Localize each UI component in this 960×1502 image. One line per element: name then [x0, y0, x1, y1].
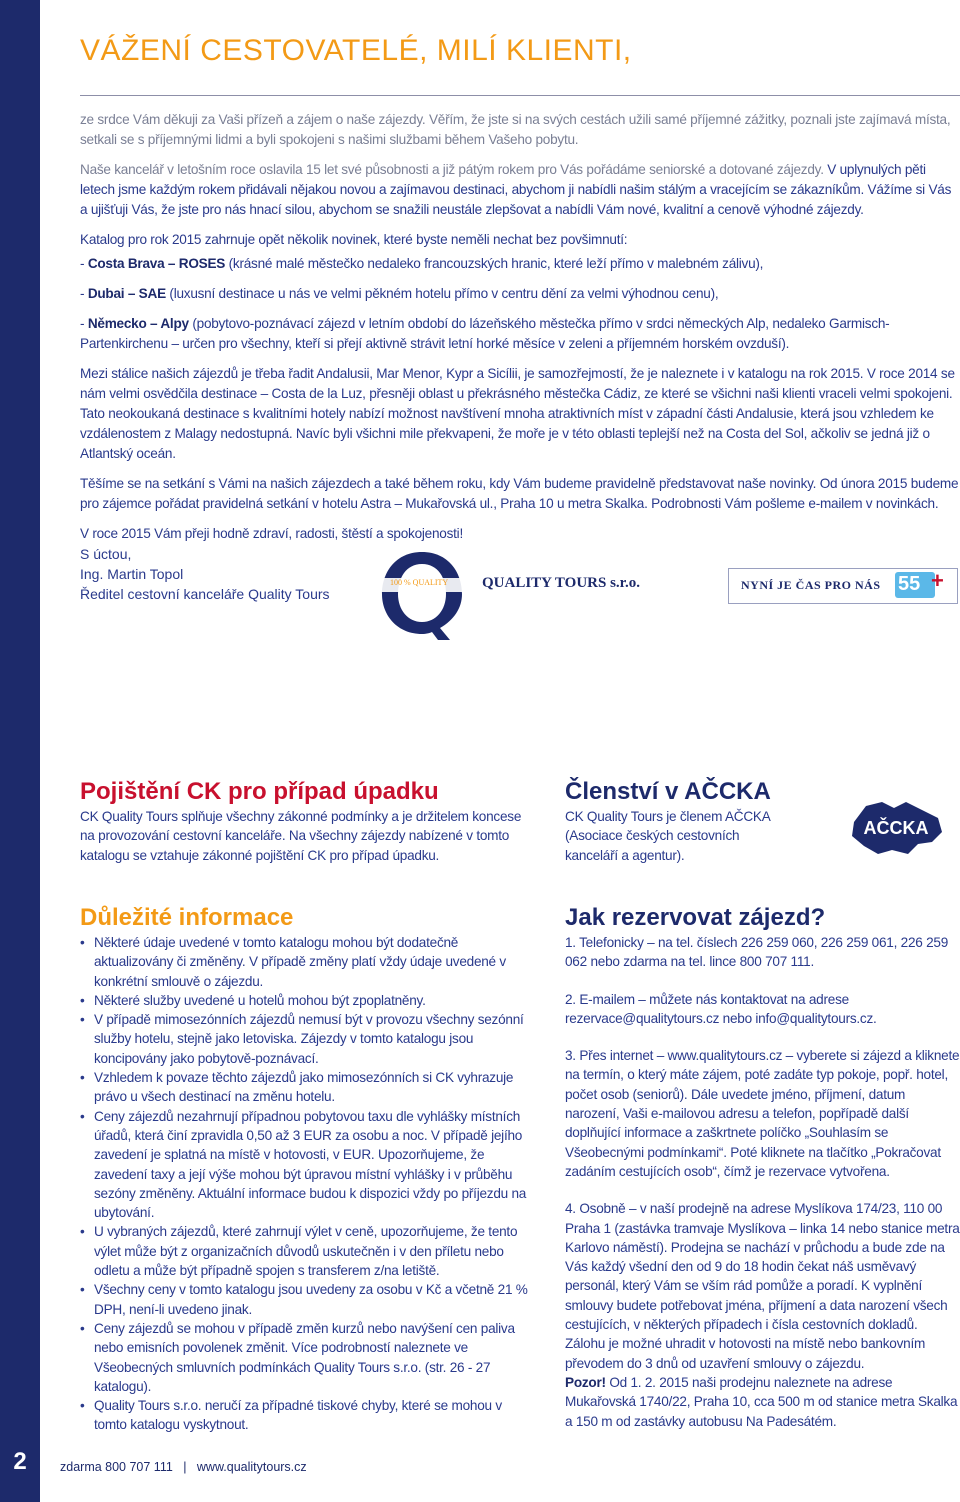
list-item: • Vzhledem k povaze těchto zájezdů jako mimosezónních si CK vyhrazuje právo u všech destinací na změnu hotelu.: [80, 1068, 535, 1107]
footer-contact: zdarma 800 707 111 | www.qualitytours.cz: [60, 1460, 307, 1474]
badge-number: 55: [898, 573, 921, 595]
intro-paragraph-3: Katalog pro rok 2015 zahrnuje opět několik novinek, které byste neměli nechat bez povšimnutí:: [80, 232, 628, 247]
dash: -: [80, 256, 88, 271]
intro-paragraph-4: Mezi stálice našich zájezdů je třeba řadit Andalusii, Mar Menor, Kypr a Sicílii, je samozřejmostí, že je naleznete i v katalogu na rok 2015. V roce 2014 se nám velmi osvědčila destinace – Costa de la Luz, přesněji oblast u překrásného městečka Cádiz, ze které se všichni naši klienti vraceli velmi spokojeni. Tato neokoukaná destinace s kvalitními hotely nabízí možnost navštívení mnoha atraktivních míst v západní části Andalusie, která jsou vzhledem ke vzdálenostem z Malagy nedostupná. Navíc byli všichni mile překvapeni, že moře je v této oblasti teplejší než na Costa del Sol, ačkoliv se jedná již o Atlantský oceán.: [80, 366, 955, 461]
badge-text: NYNÍ JE ČAS PRO NÁS: [741, 578, 881, 592]
page-number: 2: [13, 1448, 27, 1475]
page-title: VÁŽENÍ CESTOVATELÉ, MILÍ KLIENTI,: [80, 34, 632, 67]
list-item: [80, 254, 960, 274]
reserve-title: Jak rezervovat zájezd?: [565, 904, 826, 931]
important-list-wrap: [80, 933, 535, 1435]
insurance-title: Pojištění CK pro případ úpadku: [80, 778, 439, 805]
destination-text: (luxusní destinace u nás ve velmi pěkném hotelu přímo v centru dění za velmi výhodnou cenu),: [165, 286, 719, 301]
title-divider: [80, 95, 960, 96]
destination-name: Dubai – SAE: [87, 286, 166, 301]
list-item: • Některé údaje uvedené v tomto katalogu mohou být dodatečně aktualizovány či změněny. V případě změny platí vždy údaje uvedené v konkrétní smlouvě o zájezdu.: [80, 933, 535, 991]
reserve-notice: [565, 1373, 960, 1431]
list-item: • Quality Tours s.r.o. neručí za případné tiskové chyby, které se mohou v tomto katalogu vyskytnout.: [80, 1396, 535, 1435]
novelty-list: [80, 254, 960, 354]
intro-paragraph-1: [80, 110, 960, 150]
reserve-step-internet: 3. Přes internet – www.qualitytours.cz – vyberete si zájezd a kliknete na termín, o který máte zájem, poté zadáte typ pokoje, popř. hotel, počet osob (seniorů). Dále uvedete jméno, příjmení, datum narození, Vaši e-mailovou adresu a telefon, popřípadě další doplňující informace a zaškrtnete políčko „Souhlasím se Všeobecnými podmínkami“. Poté kliknete na tlačítko „Pokračovat zadáním cestujících osob“, čímž je rezervace vytvořena.: [565, 1048, 960, 1179]
sidebar-strip: [0, 0, 40, 1502]
intro-text: V uplynulých pěti letech jsme každým rokem přidávali nějakou novou a zajímavou destinaci, abychom ji nabídli našim stálým a vracejícím se zákazníkům.: [80, 162, 926, 197]
list-item: • U vybraných zájezdů, které zahrnují výlet v ceně, upozorňujeme, že tento výlet může být z organizačních důvodů uskutečněn i v den příletu nebo odletu a může být případně spojen s transferem z/na letiště.: [80, 1222, 535, 1280]
list-item: • Ceny zájezdů se mohou v případě změn kurzů nebo navýšení cen paliva nebo emisních povolenek změnit. Více podrobností naleznete ve Všeobecných smluvních podmínkách Quality Tours s.r.o. (str. 26 - 27 katalogu).: [80, 1319, 535, 1396]
list-item: • Některé služby uvedené u hotelů mohou být zpoplatněny.: [80, 991, 535, 1010]
list-item: • V případě mimosezónních zájezdů nemusí být v provozu všechny sezónní služby hotelu, stejně jako letoviska. Zájezdy v tomto katalogu jsou koncipovány jako pobytově-poznávací.: [80, 1010, 535, 1068]
signature-role: Ředitel cestovní kanceláře Quality Tours: [80, 586, 330, 602]
badge-55-icon: [895, 568, 949, 598]
pozor-text: Od 1. 2. 2015 naši prodejnu naleznete na adrese Mukařovská 1740/22, Praha 10, cca 500 m od stanice metra Skalka a 150 m od zastávky autobusu Na Padesátém.: [565, 1374, 958, 1429]
logo-ring-text: 100 % QUALITY: [390, 578, 449, 587]
membership-text: CK Quality Tours je členem AČCKA (Asociace českých cestovních kanceláří a agentur).: [565, 809, 770, 863]
accka-logo: [848, 796, 944, 860]
quality-q-icon: [376, 548, 468, 640]
signature-name: Ing. Martin Topol: [80, 566, 184, 582]
pozor-label: Pozor!: [565, 1374, 606, 1390]
destination-name: Costa Brava – ROSES: [87, 256, 226, 271]
intro-text: ze srdce Vám děkuji za Vaši přízeň a zájem o naše zájezdy.: [80, 112, 429, 127]
intro-text: Naše kancelář v letošním roce oslavila 15 let své působnosti a již pátým rokem pro Vás pořádáme seniorské a dotované zájezdy.: [80, 162, 828, 177]
list-item: • Ceny zájezdů nezahrnují případnou pobytovou taxu dle vyhlášky místních úřadů, která činí zpravidla 0,50 až 3 EUR za osobu a noc. V případě jejího zavedení je splatná na místě v hotovosti, v EUR. Upozorňujeme, že zavedení taxy a její výše mohou být úpravou místní vyhlášky i v průběhu sezóny změněny. Aktuální informace budou k dispozici vždy po příjezdu na ubytování.: [80, 1107, 535, 1223]
intro-paragraph-2: [80, 160, 960, 220]
quality-tours-logo: [376, 548, 676, 638]
intro-letter: [80, 110, 960, 554]
membership-title: Členství v AČCKA: [565, 778, 771, 805]
destination-text: (pobytovo-poznávací zájezd v letním období do lázeňského městečka přímo v srdci německých Alp, nedaleko Garmisch-Partenkirchenu – určen pro všechny, kteří si přejí aktivně strávit letní horké měsíce v zeleni a příjemném horském ovzduší).: [80, 316, 890, 351]
important-title: Důležité informace: [80, 904, 294, 931]
list-item: [80, 284, 960, 304]
reserve-step-phone: 1. Telefonicky – na tel. číslech 226 259 060, 226 259 061, 226 259 062 nebo zdarma na tel. lince 800 707 111.: [565, 935, 949, 970]
accka-logo-text: AČCKA: [863, 818, 929, 838]
intro-paragraph-5: Těšíme se na setkání s Vámi na našich zájezdech a také během roku, kdy Vám budeme pravidelně představovat naše novinky. Od února 2015 budeme pro zájemce pořádat pravidelná setkání v hotelu Astra – Mukařovská ul., Praha 10 u metra Skalka. Podrobnosti Vám pošleme e-mailem v novinkách.: [80, 476, 959, 511]
list-item: [80, 314, 960, 354]
intro-paragraph-6: V roce 2015 Vám přeji hodně zdraví, radosti, štěstí a spokojenosti!: [80, 526, 463, 541]
destination-name: Německo – Alpy: [87, 316, 189, 331]
intro-text: Věřím, že jste si na svých cestách užili samé příjemné zážitky, poznali jste zajímavá místa, setkali se s příjemnými lidmi a byli spokojeni s našimi službami během Vašeho pobytu.: [80, 112, 951, 147]
senior-badge: [728, 568, 958, 604]
dash: -: [80, 316, 88, 331]
reserve-step-in-person: 4. Osobně – v naší prodejně na adrese Myslíkova 174/23, 110 00 Praha 1 (zastávka tramvaje Myslíkova – linka 14 nebo stanice metra Karlovo náměstí). Prodejna se nachází v průchodu a bude zde na Vás každý všední den od 9 do 18 hodin čekat náš usměvavý personál, který Vám se vším rád pomůže a poradí. K vyplnění smlouvy budete potřebovat jména, příjmení a data narození všech cestujících, v některých případech i čísla cestovních dokladů. Zálohu je možné uhradit v hotovosti na místě nebo bankovním převodem do 3 dnů od uzavření smlouvy o zájezdu.: [565, 1201, 960, 1371]
badge-plus: +: [931, 568, 944, 593]
dash: -: [80, 286, 88, 301]
signature-greeting: S úctou,: [80, 546, 132, 562]
intro-text: Vážíme si Vás a ujišťuji Vás, že jste pro nás hnací silou, abychom se snažili neustále zlepšovat a nabídli Vám nové, kvalitní a cenově výhodné zájezdy.: [80, 182, 952, 217]
insurance-text: CK Quality Tours splňuje všechny zákonné podmínky a je držitelem koncese na provozování cestovní kanceláře. Na všechny zájezdy nabízené v tomto katalogu se vztahuje zákonné pojištění CK pro případ úpadku.: [80, 809, 522, 863]
important-list: [80, 933, 535, 1435]
logo-company-name: QUALITY TOURS s.r.o.: [482, 575, 640, 591]
destination-text: (krásné malé městečko nedaleko francouzských hranic, které leží přímo v malebném zálivu),: [225, 256, 764, 271]
reserve-step-email: 2. E-mailem – můžete nás kontaktovat na adrese rezervace@qualitytours.cz nebo info@qualitytours.cz.: [565, 991, 877, 1026]
list-item: • Všechny ceny v tomto katalogu jsou uvedeny za osobu v Kč a včetně 21 % DPH, není-li uvedeno jinak.: [80, 1280, 535, 1319]
reserve-steps: [565, 933, 960, 1431]
signature: [80, 544, 330, 604]
